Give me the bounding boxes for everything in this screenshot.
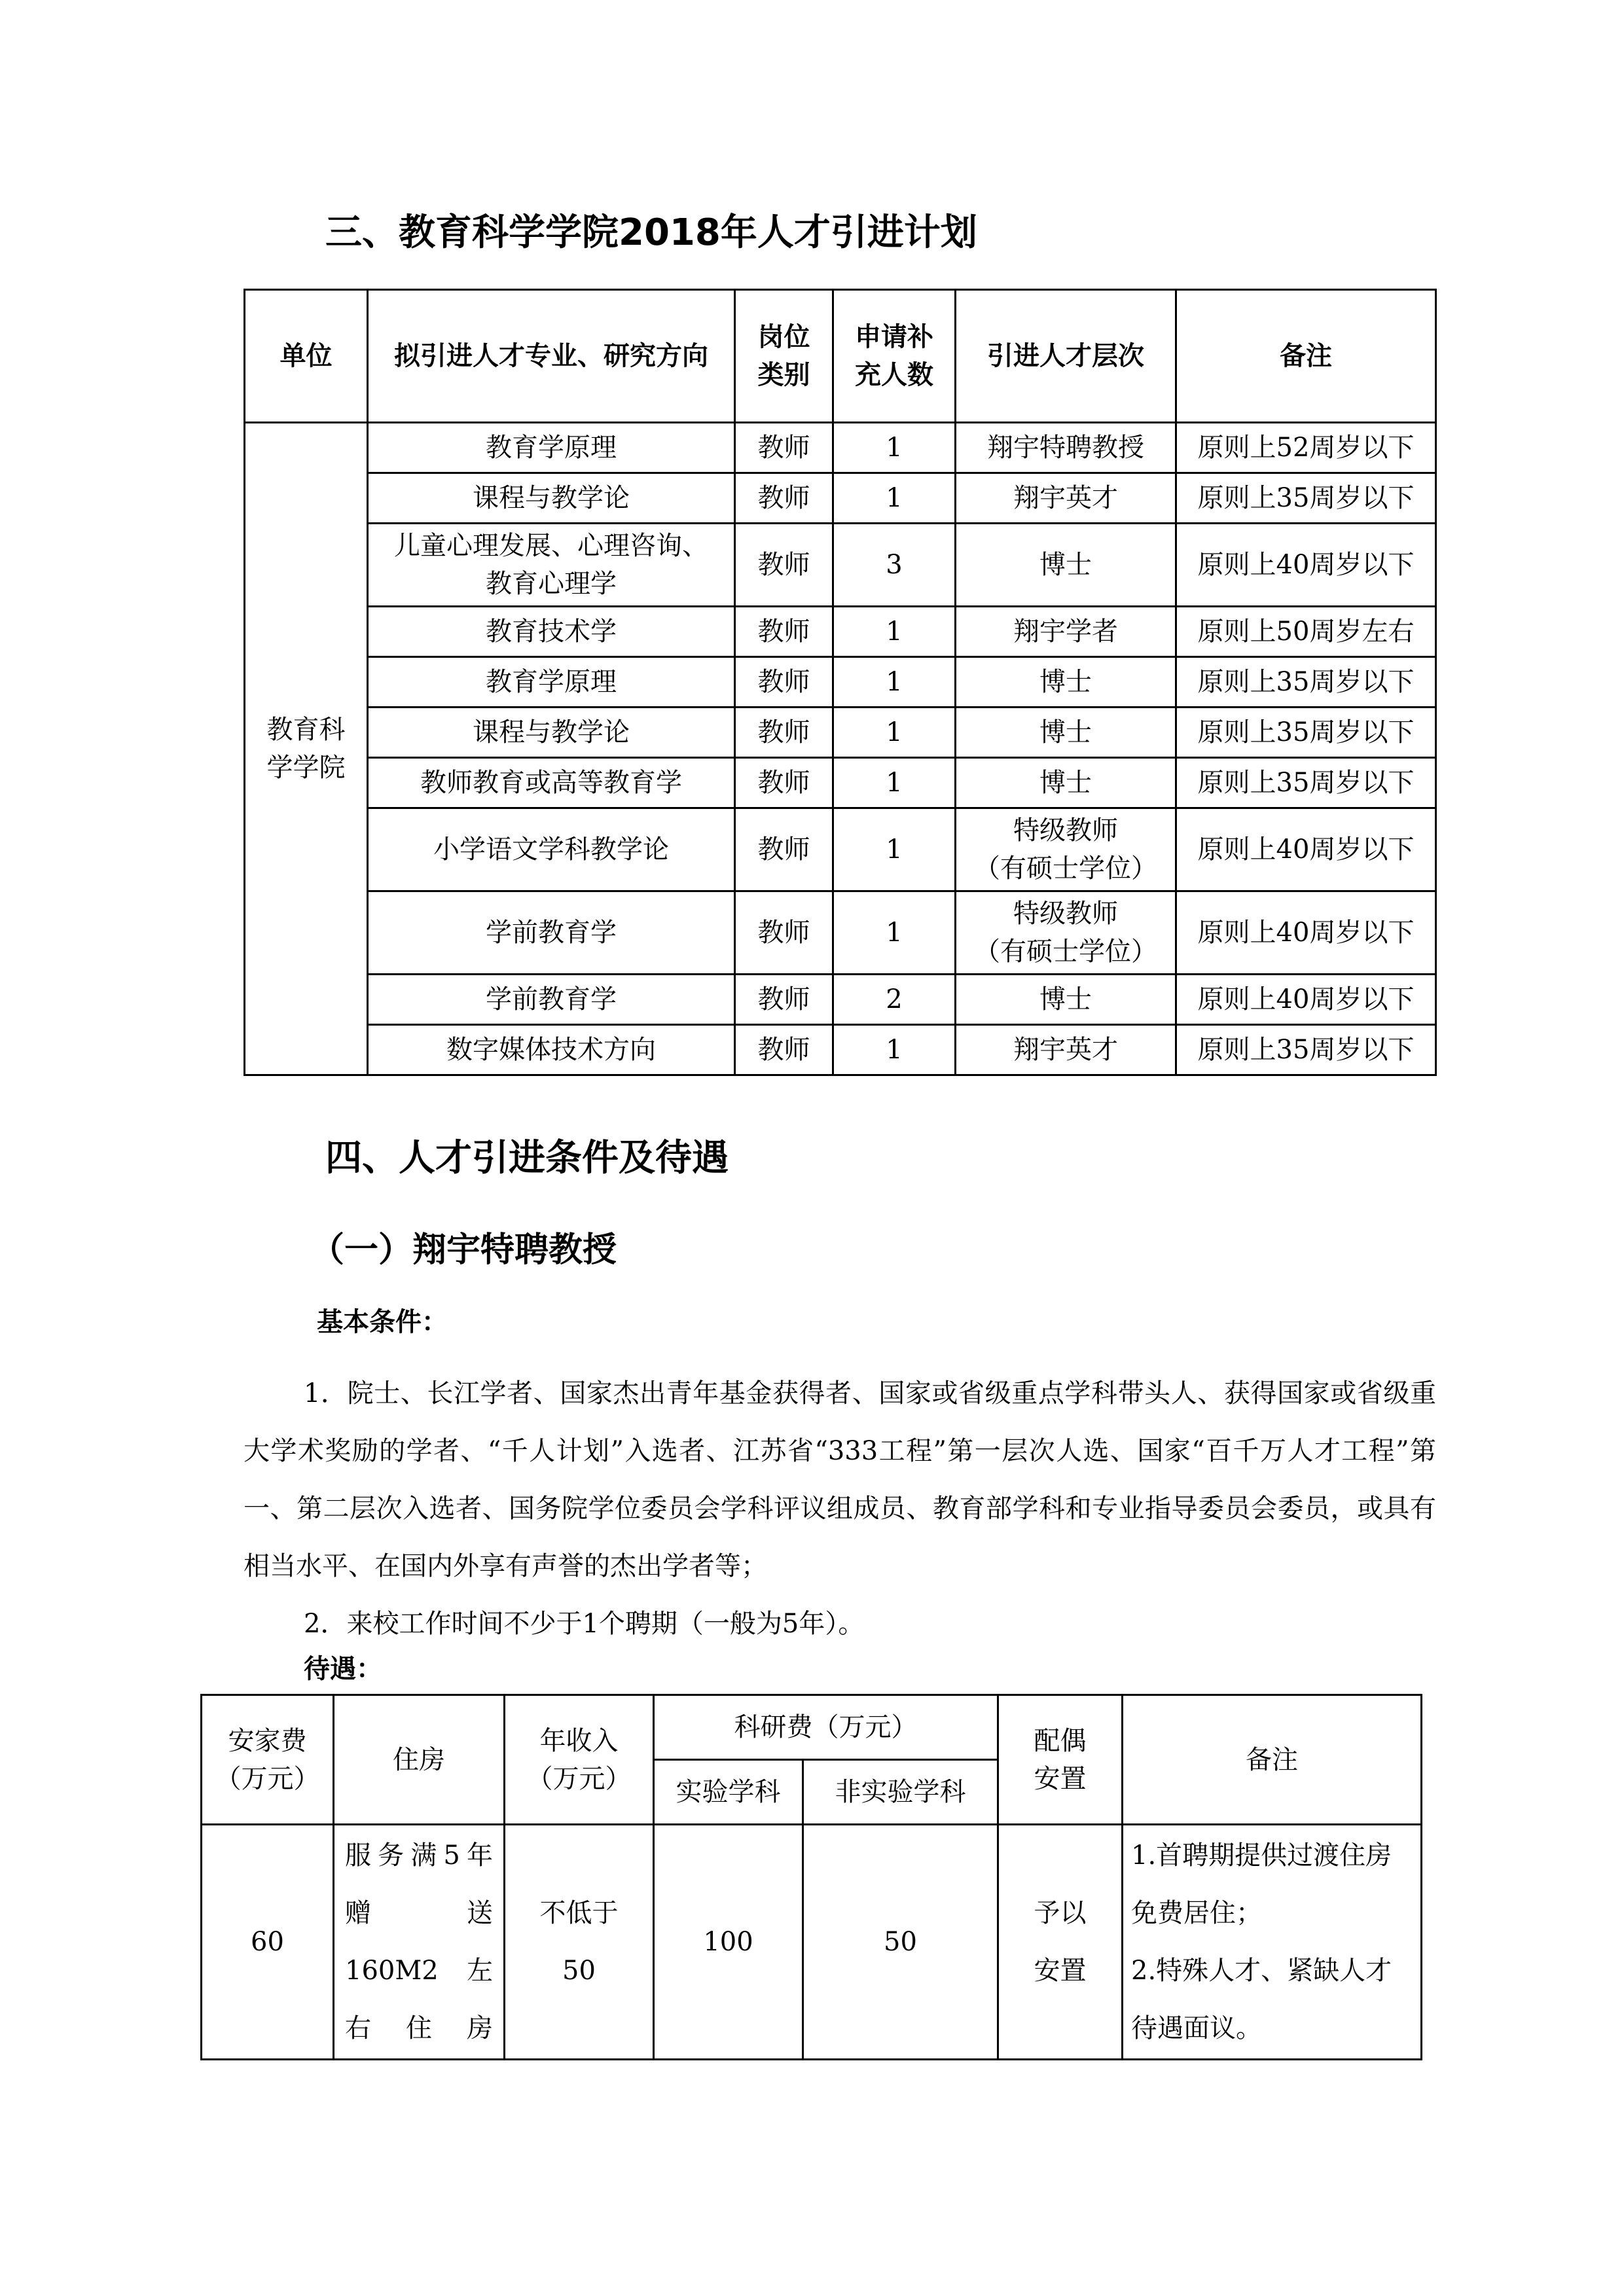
header-settle-fee: 安家费 （万元）	[202, 1695, 334, 1825]
level-cell: 博士	[956, 758, 1176, 808]
condition-paragraph-1: 1．院士、长江学者、国家杰出青年基金获得者、国家或省级重点学科带头人、获得国家或省级重大学术奖励的学者、“千人计划”入选者、江苏省“333工程”第一层次人选、国家“百千万人才工程”第一、第二层次入选者、国务院学位委员会学科评议组成员、教育部学科和专业指导委员会委员，或具有相当水平、在国内外享有声誉的杰出学者等；	[244, 1378, 1436, 1581]
note-cell: 原则上40周岁以下	[1176, 975, 1436, 1025]
post-cell: 教师	[735, 758, 833, 808]
header-count: 申请补 充人数	[833, 290, 956, 423]
major-cell: 儿童心理发展、心理咨询、 教育心理学	[368, 524, 735, 607]
level-cell: 翔宇特聘教授	[956, 423, 1176, 473]
table-row	[245, 524, 1436, 607]
count-cell: 1	[833, 891, 956, 975]
settle-fee-cell: 60	[202, 1825, 334, 2060]
spouse-cell: 予以 安置	[998, 1825, 1123, 2060]
table-row	[245, 758, 1436, 808]
count-cell: 1	[833, 1025, 956, 1075]
level-cell: 博士	[956, 708, 1176, 758]
note-cell: 原则上40周岁以下	[1176, 808, 1436, 891]
count-cell: 1	[833, 808, 956, 891]
header-nonlab: 非实验学科	[803, 1760, 998, 1825]
table-row	[245, 423, 1436, 473]
header-unit: 单位	[245, 290, 368, 423]
header-housing: 住房	[334, 1695, 505, 1825]
benefits-table	[200, 1694, 1422, 2060]
table-header-row	[202, 1695, 1422, 1760]
section-title-plan: 三、教育科学学院2018年人才引进计划	[325, 211, 977, 254]
count-cell: 1	[833, 708, 956, 758]
header-research-fund: 科研费（万元）	[654, 1695, 998, 1760]
post-cell: 教师	[735, 808, 833, 891]
header-post-type: 岗位 类别	[735, 290, 833, 423]
major-cell: 教育技术学	[368, 607, 735, 657]
header-note: 备注	[1176, 290, 1436, 423]
table-row	[245, 708, 1436, 758]
count-cell: 1	[833, 473, 956, 524]
section-title-conditions: 四、人才引进条件及待遇	[325, 1137, 729, 1179]
major-cell: 数字媒体技术方向	[368, 1025, 735, 1075]
major-cell: 小学语文学科教学论	[368, 808, 735, 891]
note-cell: 原则上40周岁以下	[1176, 524, 1436, 607]
header-income: 年收入 （万元）	[505, 1695, 654, 1825]
table-row	[245, 891, 1436, 975]
level-cell: 博士	[956, 975, 1176, 1025]
header-spouse: 配偶 安置	[998, 1695, 1123, 1825]
major-cell: 课程与教学论	[368, 708, 735, 758]
header-note: 备注	[1123, 1695, 1422, 1825]
note-cell: 原则上35周岁以下	[1176, 473, 1436, 524]
unit-cell: 教育科 学学院	[245, 423, 368, 1075]
table-header-row	[245, 290, 1436, 423]
level-cell: 博士	[956, 657, 1176, 708]
major-cell: 教育学原理	[368, 657, 735, 708]
table-row	[245, 808, 1436, 891]
table-row	[202, 1825, 1422, 2060]
post-cell: 教师	[735, 607, 833, 657]
note-cell: 1.首聘期提供过渡住房 免费居住； 2.特殊人才、紧缺人才 待遇面议。	[1123, 1825, 1422, 2060]
income-cell: 不低于 50	[505, 1825, 654, 2060]
count-cell: 2	[833, 975, 956, 1025]
lab-fund-cell: 100	[654, 1825, 803, 2060]
table-row	[245, 607, 1436, 657]
table-row	[245, 473, 1436, 524]
note-cell: 原则上35周岁以下	[1176, 657, 1436, 708]
header-major: 拟引进人才专业、研究方向	[368, 290, 735, 423]
housing-cell: 服务满5年 赠 送 160M2 左 右住房	[334, 1825, 505, 2060]
basic-conditions-label: 基本条件：	[317, 1306, 448, 1337]
table-row	[245, 975, 1436, 1025]
level-cell: 特级教师 （有硕士学位）	[956, 891, 1176, 975]
count-cell: 3	[833, 524, 956, 607]
note-cell: 原则上50周岁左右	[1176, 607, 1436, 657]
count-cell: 1	[833, 758, 956, 808]
level-cell: 翔宇英才	[956, 473, 1176, 524]
nonlab-fund-cell: 50	[803, 1825, 998, 2060]
note-cell: 原则上35周岁以下	[1176, 708, 1436, 758]
major-cell: 课程与教学论	[368, 473, 735, 524]
talent-plan-table	[244, 289, 1437, 1076]
note-cell: 原则上52周岁以下	[1176, 423, 1436, 473]
benefits-label: 待遇：	[304, 1653, 382, 1684]
level-cell: 翔宇学者	[956, 607, 1176, 657]
post-cell: 教师	[735, 1025, 833, 1075]
count-cell: 1	[833, 607, 956, 657]
level-cell: 翔宇英才	[956, 1025, 1176, 1075]
major-cell: 教师教育或高等教育学	[368, 758, 735, 808]
level-cell: 特级教师 （有硕士学位）	[956, 808, 1176, 891]
header-lab: 实验学科	[654, 1760, 803, 1825]
table-row	[245, 657, 1436, 708]
post-cell: 教师	[735, 891, 833, 975]
post-cell: 教师	[735, 708, 833, 758]
count-cell: 1	[833, 423, 956, 473]
table-row	[245, 1025, 1436, 1075]
major-cell: 学前教育学	[368, 891, 735, 975]
post-cell: 教师	[735, 423, 833, 473]
major-cell: 教育学原理	[368, 423, 735, 473]
level-cell: 博士	[956, 524, 1176, 607]
post-cell: 教师	[735, 473, 833, 524]
condition-paragraph-2: 2．来校工作时间不少于1个聘期（一般为5年）。	[304, 1609, 865, 1639]
post-cell: 教师	[735, 975, 833, 1025]
major-cell: 学前教育学	[368, 975, 735, 1025]
post-cell: 教师	[735, 657, 833, 708]
note-cell: 原则上35周岁以下	[1176, 758, 1436, 808]
note-cell: 原则上40周岁以下	[1176, 891, 1436, 975]
count-cell: 1	[833, 657, 956, 708]
post-cell: 教师	[735, 524, 833, 607]
header-level: 引进人才层次	[956, 290, 1176, 423]
note-cell: 原则上35周岁以下	[1176, 1025, 1436, 1075]
subsection-title-professor: （一）翔宇特聘教授	[310, 1230, 617, 1270]
